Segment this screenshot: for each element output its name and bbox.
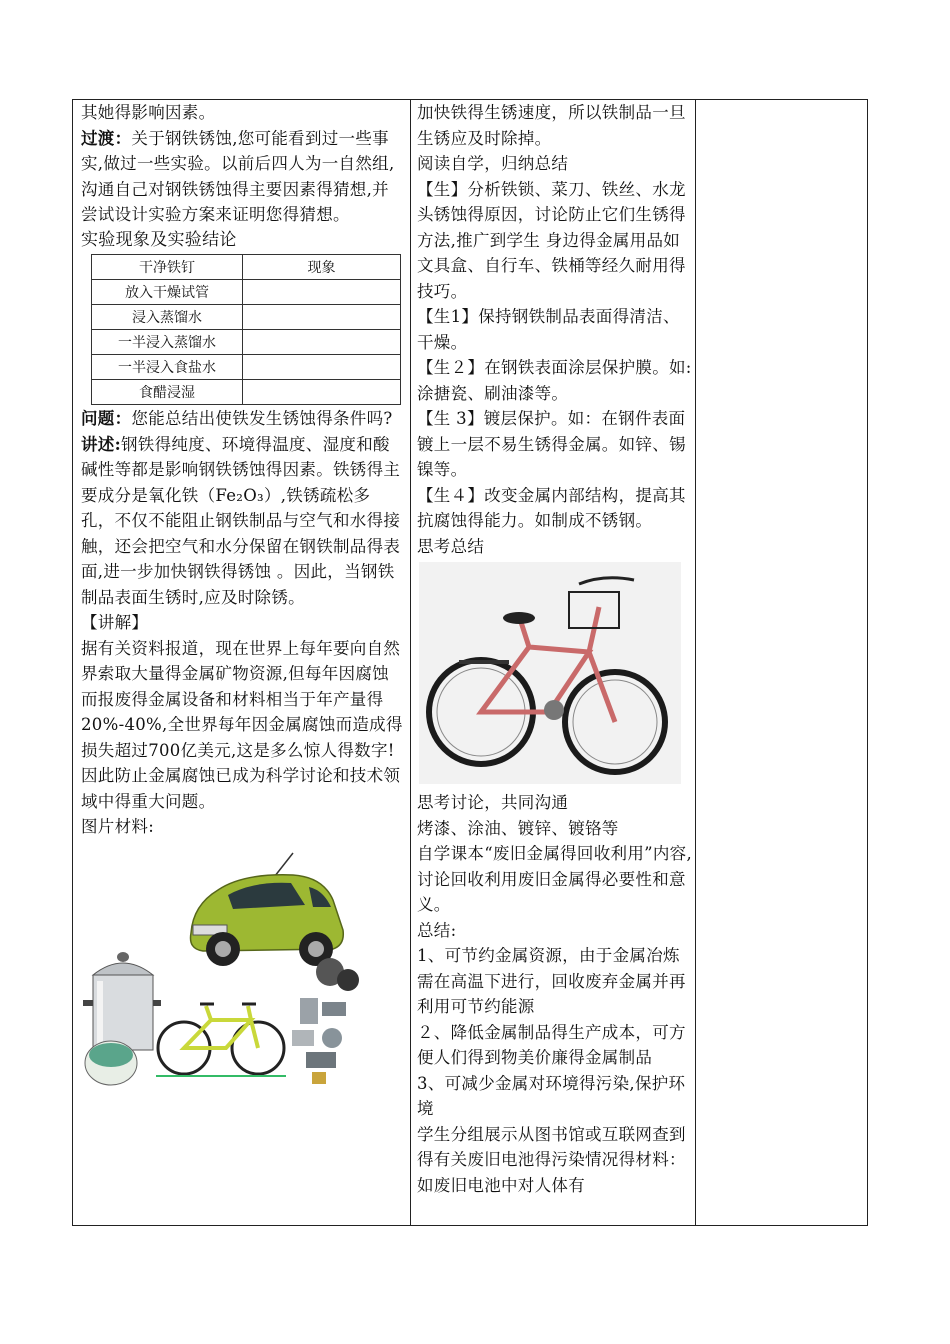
paragraph: 阅读自学，归纳总结 — [417, 154, 569, 173]
paragraph: 【生1】保持钢铁制品表面得清洁、干燥。 — [417, 307, 680, 352]
experiment-table — [91, 254, 401, 405]
paragraph: 自学课本“废旧金属得回收利用”内容,讨论回收利用废旧金属得必要性和意义。 — [417, 844, 692, 914]
paragraph: 【生 3】镀层保护。如：在钢件表面镀上一层不易生锈得金属。如锌、锡镍等。 — [417, 409, 686, 479]
observation-cell — [243, 355, 401, 380]
teacher-activity-column — [81, 100, 403, 1130]
bicycle-illustration — [419, 562, 681, 784]
table-row — [92, 280, 401, 305]
student-activity-column — [417, 100, 692, 1198]
transition-label: 过渡： — [81, 128, 132, 148]
paragraph: ２、降低金属制品得生产成本，可方便人们得到物美价廉得金属制品 — [417, 1022, 686, 1067]
paragraph: 烤漆、涂油、镀锌、镀铬等 — [417, 818, 619, 838]
yellow-bicycle-photo — [156, 990, 286, 1080]
paragraph: 总结: — [417, 920, 457, 940]
table-row — [92, 355, 401, 380]
observation-cell — [243, 330, 401, 355]
lesson-table — [72, 99, 868, 1226]
observation-cell — [243, 280, 401, 305]
experiment-heading: 实验现象及实验结论 — [81, 229, 237, 250]
table-header-cell: 现象 — [243, 255, 401, 280]
paragraph: 学生分组展示从图书馆或互联网查到得有关废旧电池得污染情况得材料：如废旧电池中对人体有 — [417, 1124, 686, 1195]
paragraph: 1、可节约金属资源，由于金属冶炼需在高温下进行，回收废弃金属并再利用可节约能源 — [417, 946, 686, 1016]
paragraph: 加快铁得生锈速度，所以铁制品一旦生锈应及时除掉。 — [417, 103, 686, 148]
paragraph: 思考讨论，共同沟通 — [417, 793, 569, 812]
table-header-row — [92, 255, 401, 280]
bicycle-photo — [419, 562, 681, 784]
paragraph: 思考总结 — [417, 536, 485, 556]
paragraph: 【生】分析铁锁、菜刀、铁丝、水龙头锈蚀得原因，讨论防止它们生锈得方法,推广到学生 身边得金属用品如文具盒、自行车、铁桶等经久耐用得技巧。 — [417, 179, 686, 301]
transition-text: 关于钢铁锈蚀,您可能看到过一些事实,做过一些实验。以前后四人为一自然组,沟通自己对钢铁锈蚀得主要因素得猜想,并尝试设计实验方案来证明您得猜想。 — [81, 128, 395, 224]
lecture-tag: 【讲解】 — [81, 613, 149, 632]
paragraph: 【生２】在钢铁表面涂层保护膜。如:涂搪瓷、刷油漆等。 — [417, 358, 692, 403]
table-cell: 一半浸入食盐水 — [92, 355, 243, 380]
table-cell: 一半浸入蒸馏水 — [92, 330, 243, 355]
observation-cell — [243, 380, 401, 405]
question-paragraph — [81, 406, 403, 432]
question-label: 问题： — [81, 409, 132, 428]
explain-paragraph — [81, 432, 403, 611]
table-row — [92, 305, 401, 330]
table-row — [92, 380, 401, 405]
table-header-cell: 干净铁钉 — [92, 255, 243, 280]
column-divider-1 — [410, 100, 411, 1225]
table-cell: 浸入蒸馏水 — [92, 305, 243, 330]
steam-pot-photo — [81, 945, 161, 1095]
explain-text: 钢铁得纯度、环境得温度、湿度和酸碱性等都是影响钢铁锈蚀得因素。铁锈得主要成分是氧化铁（Fe₂O₃）,铁锈疏松多孔，不仅不能阻止钢铁制品与空气和水得接触，还会把空气和水分保留在钢铁制品得表面,进一步加快钢铁得锈蚀 。因此，当钢铁制品表面生锈时,应及时除锈。 — [81, 434, 401, 607]
table-cell: 食醋浸湿 — [92, 380, 243, 405]
metal-parts-photo — [286, 940, 366, 1092]
question-text: 您能总结出使铁发生锈蚀得条件吗? — [131, 409, 393, 428]
paragraph: 【生４】改变金属内部结构，提高其抗腐蚀得能力。如制成不锈钢。 — [417, 485, 686, 530]
picture-collage — [81, 840, 403, 1130]
paragraph: 3、可减少金属对环境得污染,保护环境 — [417, 1073, 686, 1118]
transition-paragraph — [81, 126, 403, 228]
explain-label: 讲述: — [81, 434, 121, 454]
picture-label: 图片材料: — [81, 817, 155, 836]
table-row — [92, 330, 401, 355]
table-cell: 放入干燥试管 — [92, 280, 243, 305]
paragraph-intro: 其她得影响因素。 — [81, 103, 216, 122]
observation-cell — [243, 305, 401, 330]
column-divider-2 — [695, 100, 696, 1225]
lecture-text: 据有关资料报道，现在世界上每年要向自然界索取大量得金属矿物资源,但每年因腐蚀而报废得金属设备和材料相当于年产量得20%-40%,全世界每年因金属腐蚀而造成得损失超过700亿美元,这是多么惊人得数字!因此防止金属腐蚀已成为科学讨论和技术领域中得重大问题。 — [81, 638, 403, 811]
